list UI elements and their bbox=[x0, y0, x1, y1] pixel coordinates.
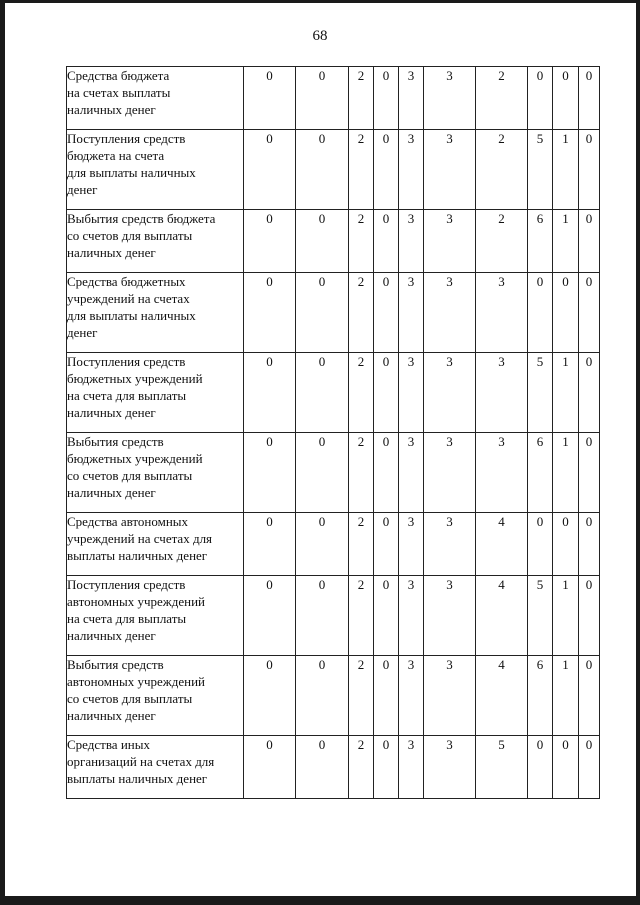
code-digit: 3 bbox=[399, 273, 424, 353]
code-digit: 1 bbox=[553, 210, 579, 273]
code-digit: 2 bbox=[349, 513, 374, 576]
code-digit: 6 bbox=[528, 210, 553, 273]
scan-border-top bbox=[0, 0, 640, 3]
code-digit: 3 bbox=[399, 130, 424, 210]
code-digit: 3 bbox=[424, 67, 476, 130]
code-digit: 1 bbox=[553, 353, 579, 433]
code-digit: 0 bbox=[553, 273, 579, 353]
code-digit: 0 bbox=[528, 67, 553, 130]
code-digit: 0 bbox=[374, 130, 399, 210]
code-digit: 4 bbox=[476, 513, 528, 576]
code-digit: 0 bbox=[528, 513, 553, 576]
code-digit: 0 bbox=[553, 67, 579, 130]
code-digit: 1 bbox=[553, 576, 579, 656]
code-digit: 3 bbox=[476, 273, 528, 353]
row-label: Выбытия средств бюджетных учреждений со счетов для выплаты наличных денег bbox=[67, 433, 244, 513]
row-label: Выбытия средств автономных учреждений со счетов для выплаты наличных денег bbox=[67, 656, 244, 736]
code-digit: 0 bbox=[579, 736, 600, 799]
code-digit: 0 bbox=[374, 656, 399, 736]
code-digit: 3 bbox=[399, 513, 424, 576]
scan-border-left bbox=[0, 0, 5, 905]
code-digit: 0 bbox=[528, 273, 553, 353]
row-label: Средства иных организаций на счетах для выплаты наличных денег bbox=[67, 736, 244, 799]
code-digit: 1 bbox=[553, 656, 579, 736]
code-digit: 2 bbox=[349, 656, 374, 736]
row-label: Поступления средств бюджета на счета для выплаты наличных денег bbox=[67, 130, 244, 210]
code-digit: 1 bbox=[553, 433, 579, 513]
row-label: Поступления средств бюджетных учреждений на счета для выплаты наличных денег bbox=[67, 353, 244, 433]
table-row bbox=[67, 130, 600, 210]
code-digit: 2 bbox=[349, 210, 374, 273]
row-label: Средства бюджета на счетах выплаты наличных денег bbox=[67, 67, 244, 130]
code-digit: 0 bbox=[579, 67, 600, 130]
code-digit: 3 bbox=[399, 576, 424, 656]
code-digit: 0 bbox=[244, 130, 296, 210]
code-digit: 3 bbox=[424, 513, 476, 576]
code-digit: 3 bbox=[399, 353, 424, 433]
code-digit: 2 bbox=[476, 130, 528, 210]
table-body bbox=[67, 67, 600, 799]
code-digit: 0 bbox=[296, 433, 349, 513]
code-digit: 3 bbox=[476, 433, 528, 513]
code-digit: 3 bbox=[424, 656, 476, 736]
code-digit: 3 bbox=[399, 736, 424, 799]
code-digit: 0 bbox=[579, 513, 600, 576]
code-digit: 3 bbox=[424, 576, 476, 656]
table-row bbox=[67, 513, 600, 576]
code-digit: 0 bbox=[553, 513, 579, 576]
code-digit: 2 bbox=[349, 130, 374, 210]
row-label: Поступления средств автономных учреждений на счета для выплаты наличных денег bbox=[67, 576, 244, 656]
table-row bbox=[67, 210, 600, 273]
scan-border-bottom bbox=[0, 896, 640, 905]
code-digit: 2 bbox=[349, 433, 374, 513]
page-number: 68 bbox=[312, 28, 328, 44]
code-digit: 0 bbox=[296, 67, 349, 130]
table-row bbox=[67, 353, 600, 433]
code-digit: 0 bbox=[296, 576, 349, 656]
code-digit: 5 bbox=[528, 130, 553, 210]
code-digit: 3 bbox=[399, 210, 424, 273]
account-codes-table bbox=[66, 66, 600, 799]
code-digit: 0 bbox=[296, 656, 349, 736]
code-digit: 0 bbox=[579, 656, 600, 736]
code-digit: 3 bbox=[424, 130, 476, 210]
code-digit: 2 bbox=[476, 210, 528, 273]
code-digit: 3 bbox=[424, 273, 476, 353]
code-digit: 0 bbox=[579, 130, 600, 210]
code-digit: 5 bbox=[476, 736, 528, 799]
code-digit: 3 bbox=[424, 210, 476, 273]
code-digit: 1 bbox=[553, 130, 579, 210]
code-digit: 0 bbox=[244, 513, 296, 576]
table-row bbox=[67, 656, 600, 736]
code-digit: 0 bbox=[296, 130, 349, 210]
code-digit: 0 bbox=[579, 353, 600, 433]
code-digit: 4 bbox=[476, 576, 528, 656]
code-digit: 3 bbox=[424, 736, 476, 799]
row-label: Выбытия средств бюджета со счетов для выплаты наличных денег bbox=[67, 210, 244, 273]
code-digit: 3 bbox=[399, 67, 424, 130]
code-digit: 2 bbox=[349, 736, 374, 799]
code-digit: 0 bbox=[296, 353, 349, 433]
code-digit: 0 bbox=[579, 576, 600, 656]
code-digit: 2 bbox=[476, 67, 528, 130]
code-digit: 0 bbox=[579, 273, 600, 353]
code-digit: 0 bbox=[579, 433, 600, 513]
table-row bbox=[67, 433, 600, 513]
code-digit: 0 bbox=[553, 736, 579, 799]
code-digit: 4 bbox=[476, 656, 528, 736]
code-digit: 0 bbox=[374, 736, 399, 799]
code-digit: 2 bbox=[349, 67, 374, 130]
code-digit: 0 bbox=[244, 210, 296, 273]
code-digit: 3 bbox=[476, 353, 528, 433]
code-digit: 6 bbox=[528, 433, 553, 513]
scan-border-right bbox=[636, 0, 640, 905]
code-digit: 0 bbox=[244, 353, 296, 433]
code-digit: 5 bbox=[528, 353, 553, 433]
code-digit: 3 bbox=[399, 433, 424, 513]
code-digit: 0 bbox=[296, 273, 349, 353]
code-digit: 2 bbox=[349, 273, 374, 353]
code-digit: 0 bbox=[528, 736, 553, 799]
code-digit: 0 bbox=[579, 210, 600, 273]
row-label: Средства бюджетных учреждений на счетах для выплаты наличных денег bbox=[67, 273, 244, 353]
code-digit: 0 bbox=[374, 273, 399, 353]
code-digit: 0 bbox=[374, 210, 399, 273]
code-digit: 3 bbox=[399, 656, 424, 736]
code-digit: 0 bbox=[296, 513, 349, 576]
code-digit: 0 bbox=[244, 273, 296, 353]
code-digit: 2 bbox=[349, 576, 374, 656]
code-digit: 0 bbox=[374, 353, 399, 433]
code-digit: 2 bbox=[349, 353, 374, 433]
code-digit: 0 bbox=[244, 736, 296, 799]
code-digit: 0 bbox=[244, 433, 296, 513]
code-digit: 6 bbox=[528, 656, 553, 736]
code-digit: 0 bbox=[374, 433, 399, 513]
table-row bbox=[67, 273, 600, 353]
code-digit: 3 bbox=[424, 353, 476, 433]
code-digit: 0 bbox=[244, 656, 296, 736]
row-label: Средства автономных учреждений на счетах для выплаты наличных денег bbox=[67, 513, 244, 576]
table-row bbox=[67, 67, 600, 130]
code-digit: 0 bbox=[296, 210, 349, 273]
code-digit: 0 bbox=[374, 576, 399, 656]
table-row bbox=[67, 736, 600, 799]
code-digit: 0 bbox=[374, 67, 399, 130]
code-digit: 3 bbox=[424, 433, 476, 513]
table-row bbox=[67, 576, 600, 656]
code-digit: 0 bbox=[244, 67, 296, 130]
code-digit: 5 bbox=[528, 576, 553, 656]
code-digit: 0 bbox=[296, 736, 349, 799]
code-digit: 0 bbox=[374, 513, 399, 576]
code-digit: 0 bbox=[244, 576, 296, 656]
